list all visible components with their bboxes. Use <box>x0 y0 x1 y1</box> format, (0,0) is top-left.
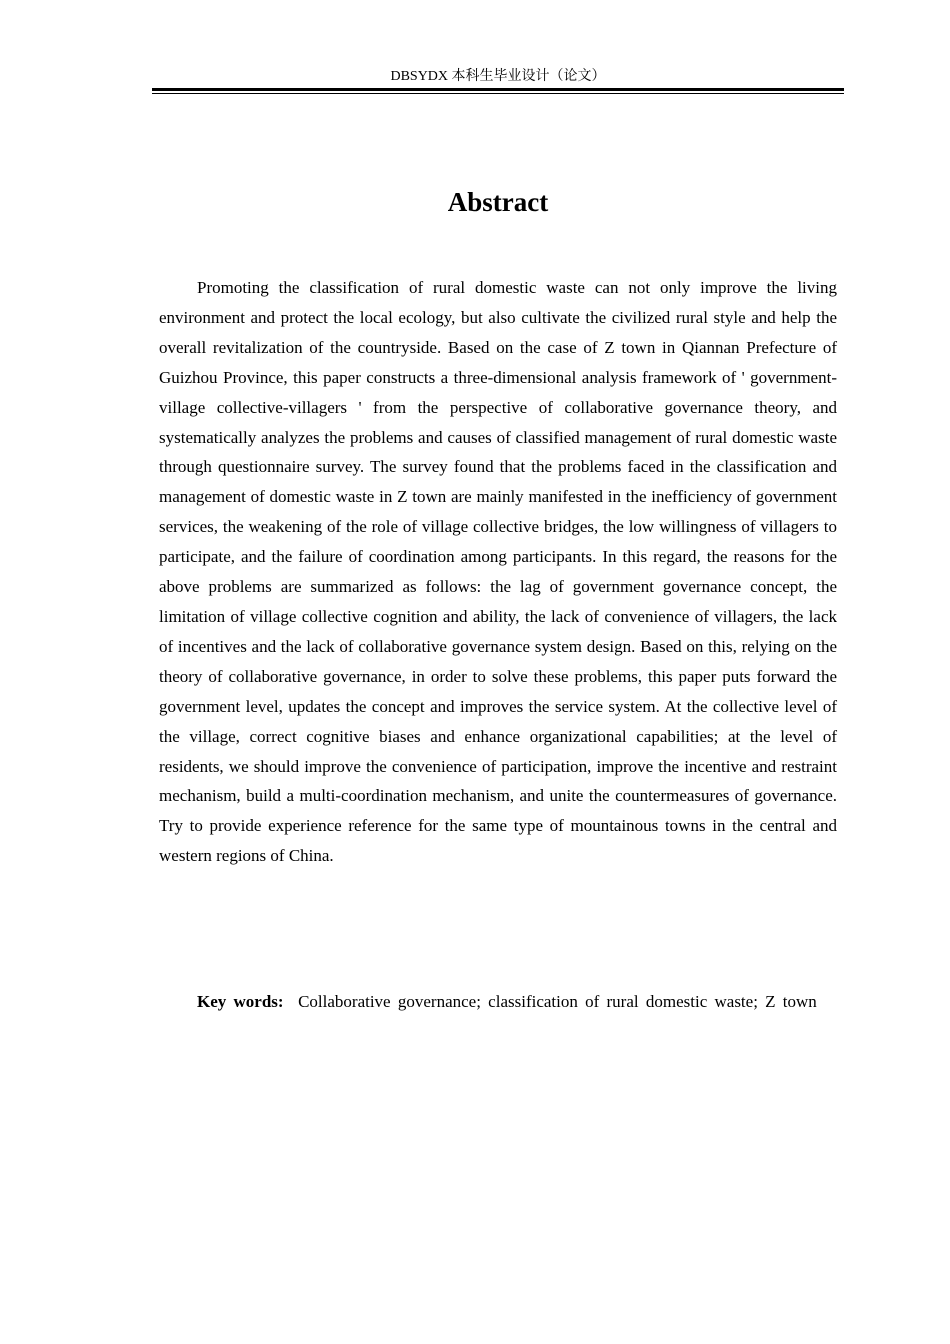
keywords-label: Key words: <box>197 992 284 1011</box>
abstract-paragraph: Promoting the classification of rural domestic waste can not only improve the living environment and protect the local ecology, but also cultivate the civilized rural style and help the overall revitalization of the countryside. Based on the case of Z town in Qiannan Prefecture of Guizhou Province, this paper constructs a three-dimensional analysis framework of ' government-village collective-villagers ' from the perspective of collaborative governance theory, and systematically analyzes the problems and causes of classified management of rural domestic waste through questionnaire survey. The survey found that the problems faced in the classification and management of domestic waste in Z town are mainly manifested in the inefficiency of government services, the weakening of the role of village collective bridges, the low willingness of villagers to participate, and the failure of coordination among participants. In this regard, the reasons for the above problems are summarized as follows: the lag of government governance concept, the limitation of village collective cognition and ability, the lack of convenience of villagers, the lack of incentives and the lack of collaborative governance system design. Based on this, relying on the theory of collaborative governance, in order to solve these problems, this paper puts forward the government level, updates the concept and improves the service system. At the collective level of the village, correct cognitive biases and enhance organizational capabilities; at the level of residents, we should improve the convenience of participation, improve the incentive and restraint mechanism, build a multi-coordination mechanism, and unite the countermeasures of governance. Try to provide experience reference for the same type of mountainous towns in the central and western regions of China. <box>159 278 837 866</box>
keywords-text: Collaborative governance; classification of rural domestic waste; Z town <box>298 992 817 1011</box>
header-rule-thick <box>152 88 844 91</box>
header-rule-thin <box>152 93 844 94</box>
page-header: DBSYDX 本科生毕业设计（论文） <box>390 69 606 84</box>
page-title: Abstract <box>447 187 549 217</box>
keywords-paragraph <box>159 988 837 1016</box>
